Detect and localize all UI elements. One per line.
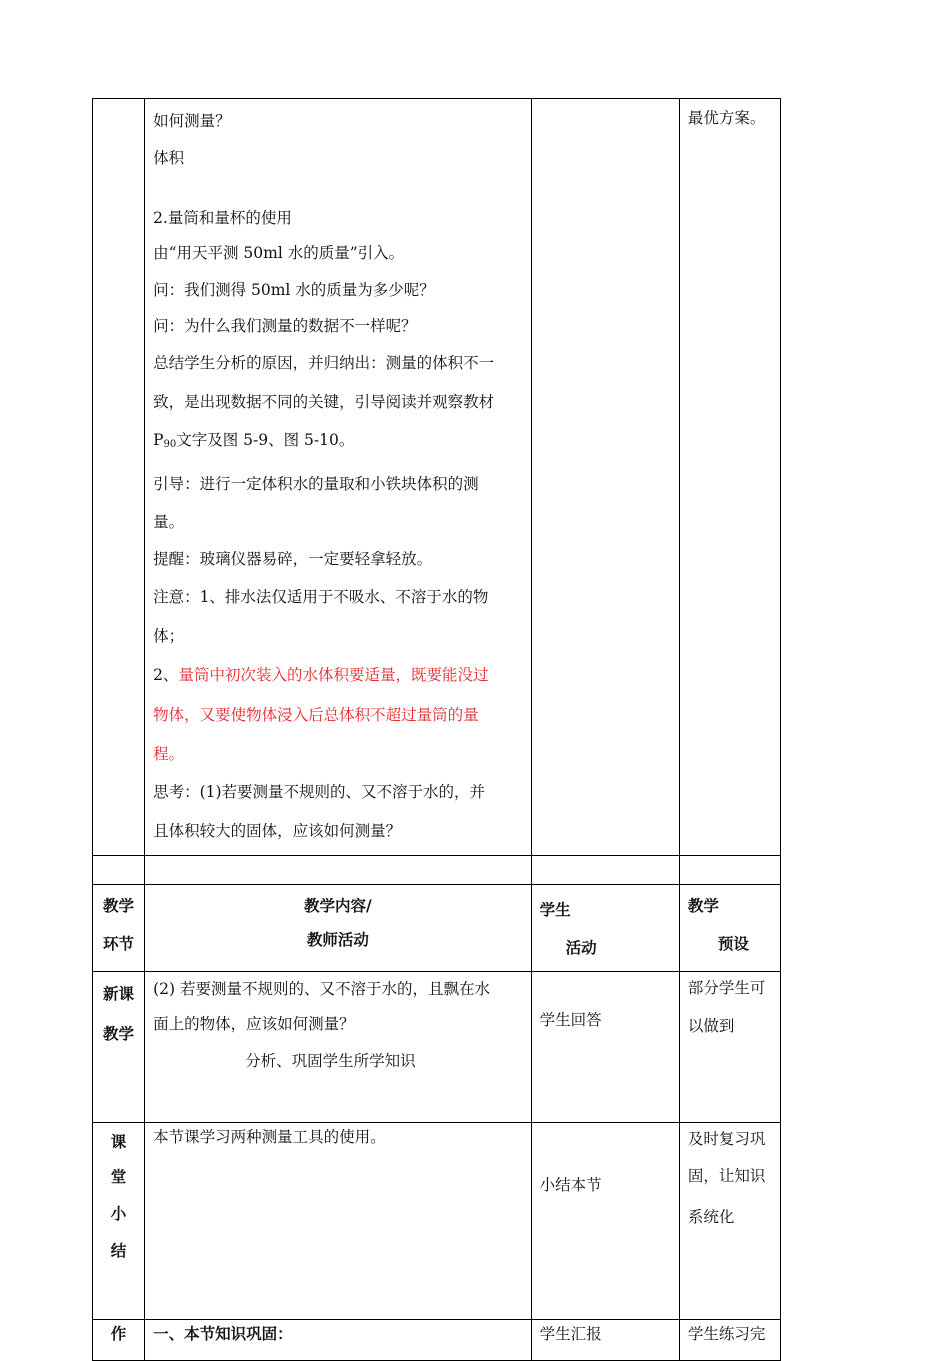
preset-cell [679, 1122, 780, 1319]
content-line: 引导：进行一定体积水的量取和小铁块体积的测 [153, 474, 479, 493]
content-line: 体积 [153, 148, 185, 167]
highlighted-note-line: 物体，又要使物体浸入后总体积不超过量筒的量 [153, 705, 479, 724]
table-row-homework [93, 1319, 781, 1360]
preset-cell [679, 1319, 780, 1360]
preset-cell [679, 99, 780, 856]
header-text: 预设 [717, 933, 749, 953]
preset-text: 固，让知识 [687, 1166, 766, 1185]
content-line: 2.量筒和量杯的使用 [153, 209, 292, 227]
content-line: 量。 [153, 512, 185, 531]
empty-cell [93, 855, 145, 884]
student-activity-cell [531, 971, 679, 1122]
header-text: 教学内容/ [304, 895, 372, 915]
content-line: 面上的物体，应该如何测量？ [153, 1014, 355, 1033]
header-text: 环节 [103, 933, 135, 953]
content-line: 如何测量？ [153, 112, 231, 130]
stage-cell [93, 1319, 145, 1360]
student-activity-cell-empty [531, 99, 679, 856]
content-line: 本节课学习两种测量工具的使用。 [153, 1127, 386, 1146]
empty-cell [531, 855, 679, 884]
empty-cell [145, 855, 532, 884]
stage-cell [93, 1122, 145, 1319]
preset-cell [679, 971, 780, 1122]
content-line: 分析、巩固学生所学知识 [245, 1051, 416, 1070]
lesson-plan-table [92, 98, 781, 1361]
student-activity-text: 学生汇报 [539, 1324, 602, 1343]
teacher-activity-cell [145, 971, 532, 1122]
header-text: 教学 [103, 895, 135, 915]
header-content [145, 884, 532, 971]
teacher-activity-cell [145, 1319, 532, 1360]
content-line: (2) 若要测量不规则的、又不溶于水的，且飘在水 [153, 979, 490, 998]
table-row-summary [93, 1122, 781, 1319]
stage-text: 堂 [110, 1166, 127, 1186]
content-line: 问：我们测得 50ml 水的质量为多少呢？ [153, 280, 435, 299]
stage-text: 作 [110, 1323, 127, 1343]
header-text: 教师活动 [306, 929, 369, 949]
content-line: 思考：(1)若要测量不规则的、又不溶于水的，并 [153, 782, 486, 801]
preset-text: 以做到 [687, 1016, 735, 1035]
student-activity-text: 小结本节 [539, 1175, 602, 1194]
student-activity-cell [531, 1122, 679, 1319]
content-line: 注意：1、排水法仅适用于不吸水、不溶于水的物 [153, 587, 489, 606]
stage-cell [93, 971, 145, 1122]
table-row-empty [93, 855, 781, 884]
teacher-activity-cell [145, 1122, 532, 1319]
content-line: 由“用天平测 50ml 水的质量”引入。 [153, 243, 405, 262]
preset-text: 学生练习完 [687, 1324, 766, 1343]
preset-text: 系统化 [687, 1207, 735, 1226]
empty-cell [679, 855, 780, 884]
header-text: 教学 [687, 895, 719, 915]
content-line: 提醒：玻璃仪器易碎，一定要轻拿轻放。 [153, 549, 433, 568]
teacher-activity-cell [145, 99, 532, 856]
table-row-continued [93, 99, 781, 856]
content-line: 一、本节知识巩固： [153, 1323, 293, 1343]
preset-text: 及时复习巩 [687, 1129, 766, 1148]
table-header-row [93, 884, 781, 971]
header-student-activity [531, 884, 679, 971]
student-activity-cell [531, 1319, 679, 1360]
header-stage [93, 884, 145, 971]
content-line: 总结学生分析的原因，并归纳出：测量的体积不一 [153, 353, 495, 372]
stage-cell-empty [93, 99, 145, 856]
stage-text: 结 [110, 1240, 127, 1260]
stage-text: 教学 [103, 1023, 135, 1043]
stage-text: 小 [110, 1203, 127, 1223]
student-activity-text: 学生回答 [539, 1010, 602, 1029]
stage-text: 课 [110, 1131, 127, 1151]
page-reference-line: $P_{90}$文字及图 5-9、图 5-10。 [153, 430, 355, 450]
highlighted-note-line: 2、量筒中初次装入的水体积要适量，既要能没过 [153, 665, 489, 684]
header-preset [679, 884, 780, 971]
preset-text: 最优方案。 [687, 109, 766, 127]
table-row-new-lesson [93, 971, 781, 1122]
header-text: 学生 [539, 899, 571, 919]
preset-text: 部分学生可 [687, 978, 766, 997]
content-line: 且体积较大的固体，应该如何测量？ [153, 821, 402, 840]
stage-text: 新课 [103, 983, 135, 1003]
content-line: 问：为什么我们测量的数据不一样呢？ [153, 316, 417, 335]
content-line: 体； [153, 626, 185, 645]
highlighted-note-line: 程。 [153, 744, 185, 763]
content-line: 致，是出现数据不同的关键，引导阅读并观察教材 [153, 392, 495, 411]
header-text: 活动 [565, 937, 597, 957]
